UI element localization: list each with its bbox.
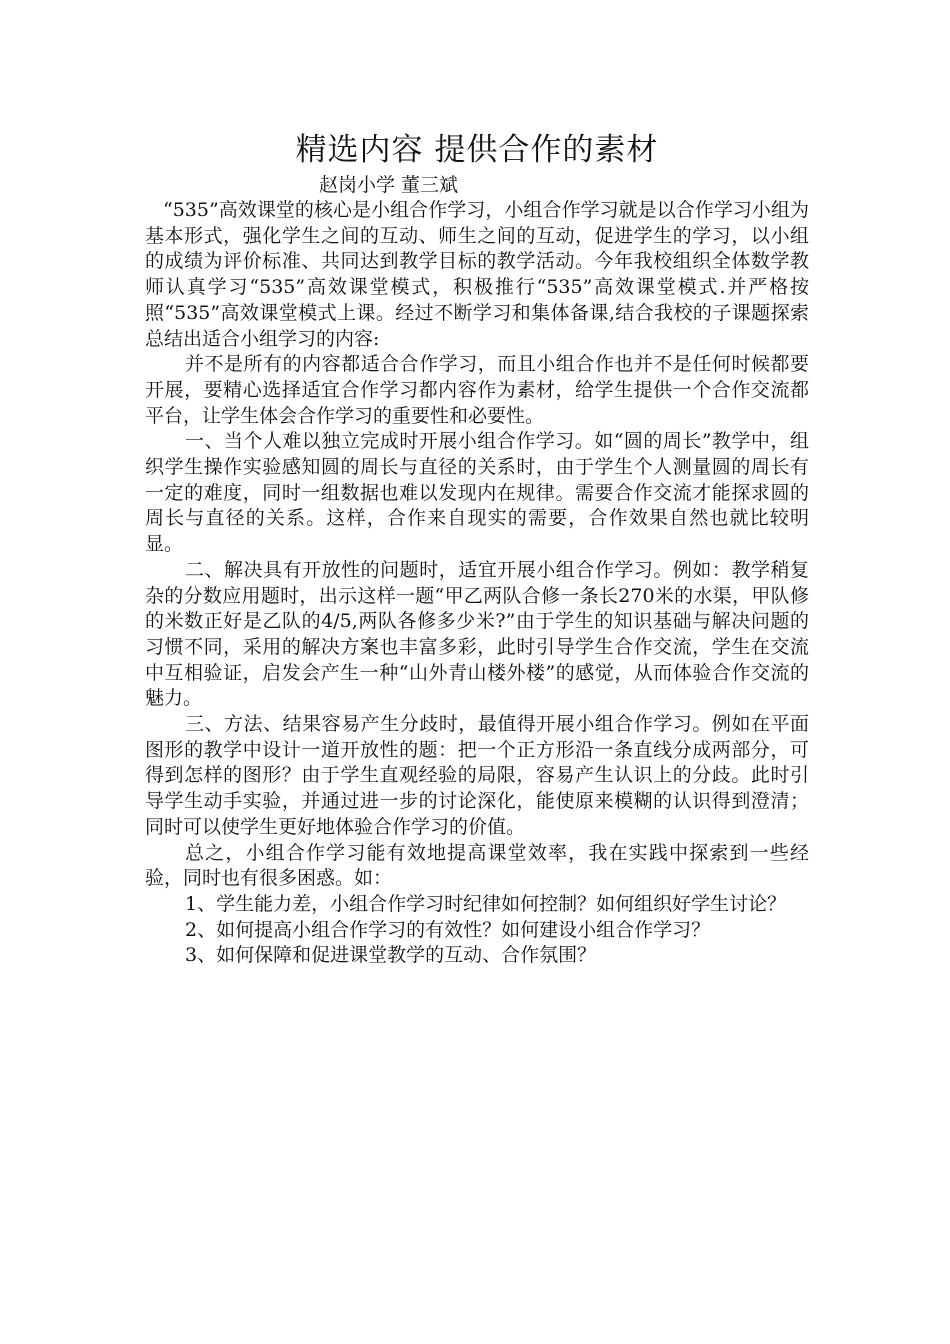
paragraph-point-two: 二、解决具有开放性的问题时，适宜开展小组合作学习。例如：教学稍复杂的分数应用题时，出示这样一题“甲乙两队合修一条长270米的水渠，甲队修的米数正好是乙队的4/5,两队各修多少米?”由于学生的知识基础与解决问题的习惯不同，采用的解决方案也丰富多彩，此时引导学生合作交流，学生在交流中互相验证，启发会产生一种“山外青山楼外楼”的感觉，从而体验合作交流的魅力。 [145, 558, 809, 710]
document-content [145, 128, 809, 969]
document-author: 赵岗小学 董三斌 [319, 174, 459, 196]
paragraph-point-one: 一、当个人难以独立完成时开展小组合作学习。如“圆的周长”教学中，组织学生操作实验感知圆的周长与直径的关系时，由于学生个人测量圆的周长有一定的难度，同时一组数据也难以发现内在规律。需要合作交流才能探求圆的周长与直径的关系。这样，合作来自现实的需要，合作效果自然也就比较明显。 [145, 430, 809, 556]
document-title: 精选内容 提供合作的素材 [295, 132, 659, 168]
paragraph-summary: 总之，小组合作学习能有效地提高课堂效率，我在实践中探索到一些经验，同时也有很多困惑。如： [145, 841, 809, 890]
paragraph-point-three: 三、方法、结果容易产生分歧时，最值得开展小组合作学习。例如在平面图形的教学中设计一道开放性的题：把一个正方形沿一条直线分成两部分，可得到怎样的图形？由于学生直观经验的局限，容易产生认识上的分歧。此时引导学生动手实验，并通过进一步的讨论深化，能使原来模糊的认识得到澄清；同时可以使学生更好地体验合作学习的价值。 [145, 713, 809, 838]
paragraph-selection: 并不是所有的内容都适合合作学习，而且小组合作也并不是任何时候都要开展，要精心选择适宜合作学习都内容作为素材，给学生提供一个合作交流都平台，让学生体会合作学习的重要性和必要性。 [145, 353, 809, 427]
question-item-2: 2、如何提高小组合作学习的有效性？如何建设小组合作学习？ [185, 918, 711, 941]
question-item-1: 1、学生能力差，小组合作学习时纪律如何控制？如何组织好学生讨论？ [185, 892, 787, 915]
paragraph-intro: “535”高效课堂的核心是小组合作学习，小组合作学习就是以合作学习小组为基本形式，强化学生之间的互动、师生之间的互动，促进学生的学习，以小组的成绩为评价标准、共同达到教学目标的教学活动。今年我校组织全体数学教师认真学习“535”高效课堂模式，积极推行“535”高效课堂模式.并严格按照“535”高效课堂模式上课。经过不断学习和集体备课,结合我校的子课题探索总结出适合小组学习的内容: [145, 199, 809, 350]
question-item-3: 3、如何保障和促进课堂教学的互动、合作氛围？ [185, 944, 597, 967]
